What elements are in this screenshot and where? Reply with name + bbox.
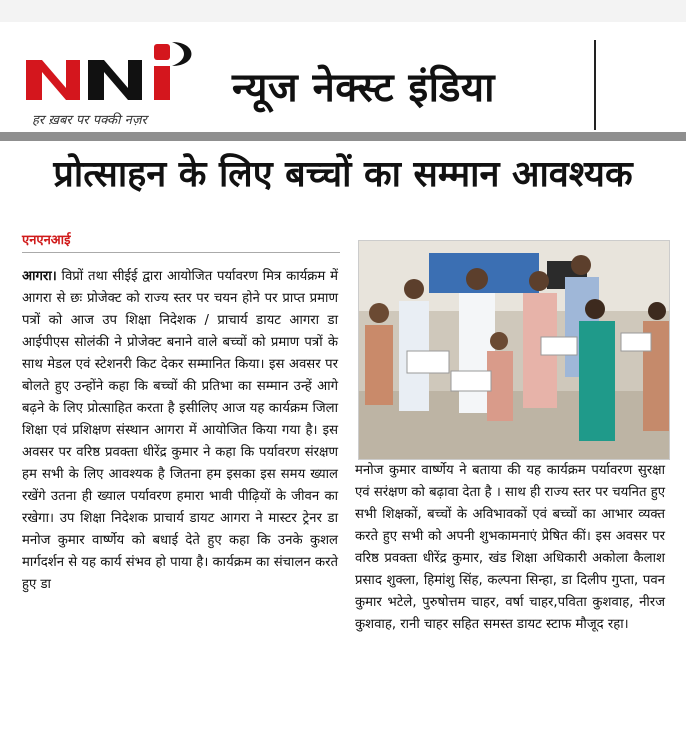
masthead-rule — [0, 132, 686, 141]
headline: प्रोत्साहन के लिए बच्चों का सम्मान आवश्यक — [53, 154, 633, 195]
article-column-1 — [22, 266, 338, 596]
article-column-2: मनोज कुमार वार्ष्णेय ने बताया की यह कार्यक्रम पर्यावरण सुरक्षा एवं सरंक्षण को बढ़ावा देता है । साथ ही राज्य स्तर पर चयनित हुए सभी शिक्षकों, बच्चों के अविभावकों एवं बच्चों का आभार व्यक्त करते हुए सभी को अपनी शुभकामनाएं प्रेषित कीं। इस अवसर पर वरिष्ठ प्रवक्ता धीरेंद्र कुमार, खंड शिक्षा अधिकारी अकोला कैलाश प्रसाद शुक्ला, हिमांशु सिंह, कल्पना सिन्हा, डा दिलीप गुप्ता, पवन कुमार भटेले, पुरुषोत्तम चाहर, वर्षा चाहर,पविता कुशवाह, नीरज कुशवाह, रानी चाहर सहित समस्त डायट स्टाफ मौजूद रहा। — [355, 463, 665, 632]
dateline: आगरा। — [22, 269, 57, 284]
nni-logo[interactable] — [22, 36, 212, 116]
article-text-1: विप्रों तथा सीईई द्वारा आयोजित पर्यावरण मित्र कार्यक्रम में आगरा से छः प्रोजेक्ट को राज्य स्तर पर चयन होने पर प्राप्त प्रमाण पत्रों को आज उप शिक्षा निदेशक / प्राचार्य डायट आगरा डा आईपीएस सोलंकी ने प्रोजेक्ट बनाने वाले बच्चों को प्रमाण पत्रों के साथ मेडल एवं स्टेशनरी किट देकर सम्मानित किया। इस अवसर पर बोलते हुए उन्होंने कहा कि बच्चों की प्रतिभा का सम्मान उन्हें आगे बढ़ने के लिए प्रोत्साहित करता है इसीलिए आज यह कार्यक्रम जिला शिक्षा एवं प्रशिक्षण संस्थान आगरा में आयोजित किया गया है। इस अवसर पर वरिष्ठ प्रवक्ता धीरेंद्र कुमार ने कहा कि पर्यावरण संरक्षण हम सभी के लिए आवश्यक है जितना हम इसका इस समय ख्याल रखेंगे उतना ही ख्याल पर्यावरण हमारा भावी पीढ़ियों के जीवन का रखेगा। उप शिक्षा निदेशक प्राचार्य डायट आगरा ने मास्टर ट्रेनर डा मनोज कुमार वार्ष्णेय को बधाई देते हुए कहा कि उनके कुशल मार्गदर्शन से यह कार्य संभव हो पाया है। कार्यक्रम का संचालन करते हुए डा — [22, 269, 338, 592]
top-band — [0, 0, 686, 22]
byline: एनएनआई — [22, 233, 71, 248]
event-photo-illustration — [359, 241, 669, 459]
tagline: हर ख़बर पर पक्की नज़र — [32, 113, 147, 128]
event-photo — [358, 240, 670, 460]
byline-rule — [22, 252, 340, 253]
masthead — [0, 22, 686, 132]
brand-name: न्यूज नेक्स्ट इंडिया — [232, 65, 495, 111]
masthead-divider — [594, 40, 596, 130]
nni-logo-mark — [22, 36, 212, 116]
